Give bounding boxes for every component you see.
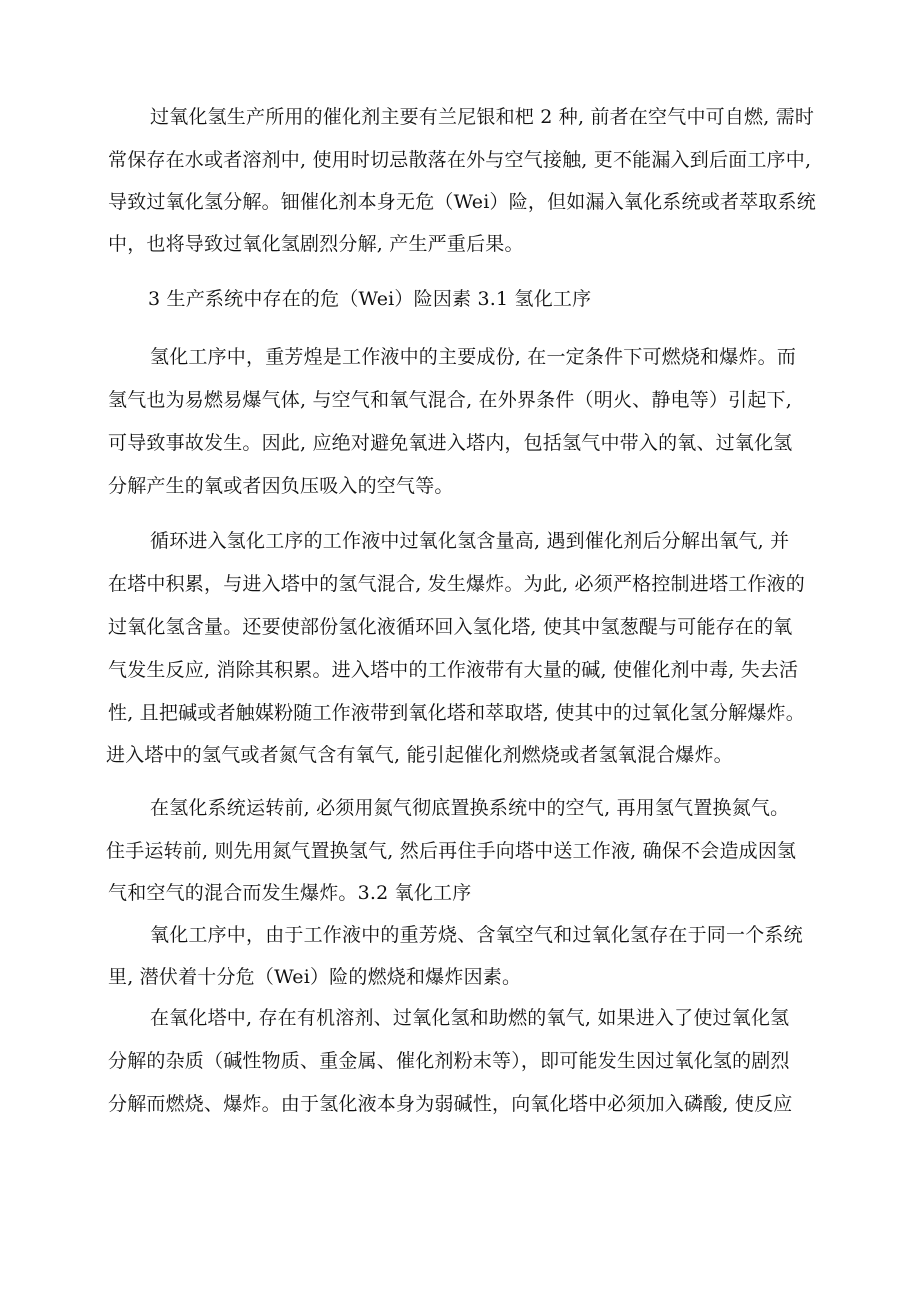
text-line: 导致过氧化氢分解。钿催化剂本身无危（Wei）险，但如漏入氧化系统或者萃取系统 <box>108 191 816 213</box>
text-line: 气和空气的混合而发生爆炸。3.2 氧化工序 <box>108 882 472 904</box>
text-line: 里, 潜伏着十分危（Wei）险的燃烧和爆炸因素。 <box>108 966 522 988</box>
text-line: 分解而燃烧、爆炸。由于氢化液本身为弱碱性，向氧化塔中必须加入磷酸, 使反应 <box>108 1093 793 1115</box>
heading-line: 3 生产系统中存在的危（Wei）险因素 3.1 氢化工序 <box>148 288 592 310</box>
text-line: 过氧化氢含量。还要使部份氢化液循环回入氢化塔, 使其中氢葱醍与可能存在的氧 <box>108 616 793 638</box>
text-line: 性, 且把碱或者触媒粉随工作液带到氧化塔和萃取塔, 使其中的过氧化氢分解爆炸。 <box>108 702 805 724</box>
text-line: 在氢化系统运转前, 必须用氮气彻底置换系统中的空气, 再用氢气置换氮气。 <box>150 797 790 819</box>
text-line: 在塔中积累，与进入塔中的氢气混合, 发生爆炸。为此, 必须严格控制进塔工作液的 <box>108 573 805 595</box>
text-line: 常保存在水或者溶剂中, 使用时切忌散落在外与空气接触, 更不能漏入到后面工序中, <box>108 149 812 171</box>
text-line: 过氧化氢生产所用的催化剂主要有兰尼银和杷 2 种, 前者在空气中可自燃, 需时 <box>150 106 815 128</box>
text-line: 分解的杂质（碱性物质、重金属、催化剂粉末等），即可能发生因过氧化氢的剧烈 <box>108 1050 790 1072</box>
text-line: 进入塔中的氢气或者氮气含有氧气, 能引起催化剂燃烧或者氢氧混合爆炸。 <box>106 744 733 766</box>
text-line: 氧化工序中，由于工作液中的重芳烧、含氧空气和过氧化氢存在于同一个系统 <box>150 924 803 946</box>
text-line: 分解产生的氧或者因负压吸入的空气等。 <box>108 475 454 497</box>
text-line: 氢化工序中，重芳煌是工作液中的主要成份, 在一定条件下可燃烧和爆炸。而 <box>150 346 797 368</box>
text-line: 中，也将导致过氧化氢剧烈分解, 产生严重后果。 <box>108 233 524 255</box>
text-line: 在氧化塔中, 存在有机溶剂、过氧化氢和助燃的氧气, 如果进入了使过氧化氢 <box>150 1007 790 1029</box>
text-line: 循环进入氢化工序的工作液中过氧化氢含量高, 遇到催化剂后分解出氧气, 并 <box>150 530 790 552</box>
text-line: 氢气也为易燃易爆气体, 与空气和氧气混合, 在外界条件（明火、静电等）引起下, <box>108 389 792 411</box>
text-line: 住手运转前, 则先用氮气置换氢气, 然后再住手向塔中送工作液, 确保不会造成因氢 <box>106 840 797 862</box>
text-line: 气发生反应, 消除其积累。进入塔中的工作液带有大量的碱, 使催化剂中毒, 失去活 <box>108 659 799 681</box>
text-line: 可导致事故发生。因此, 应绝对避免氧进入塔内，包括氢气中带入的氧、过氧化氢 <box>108 432 793 454</box>
